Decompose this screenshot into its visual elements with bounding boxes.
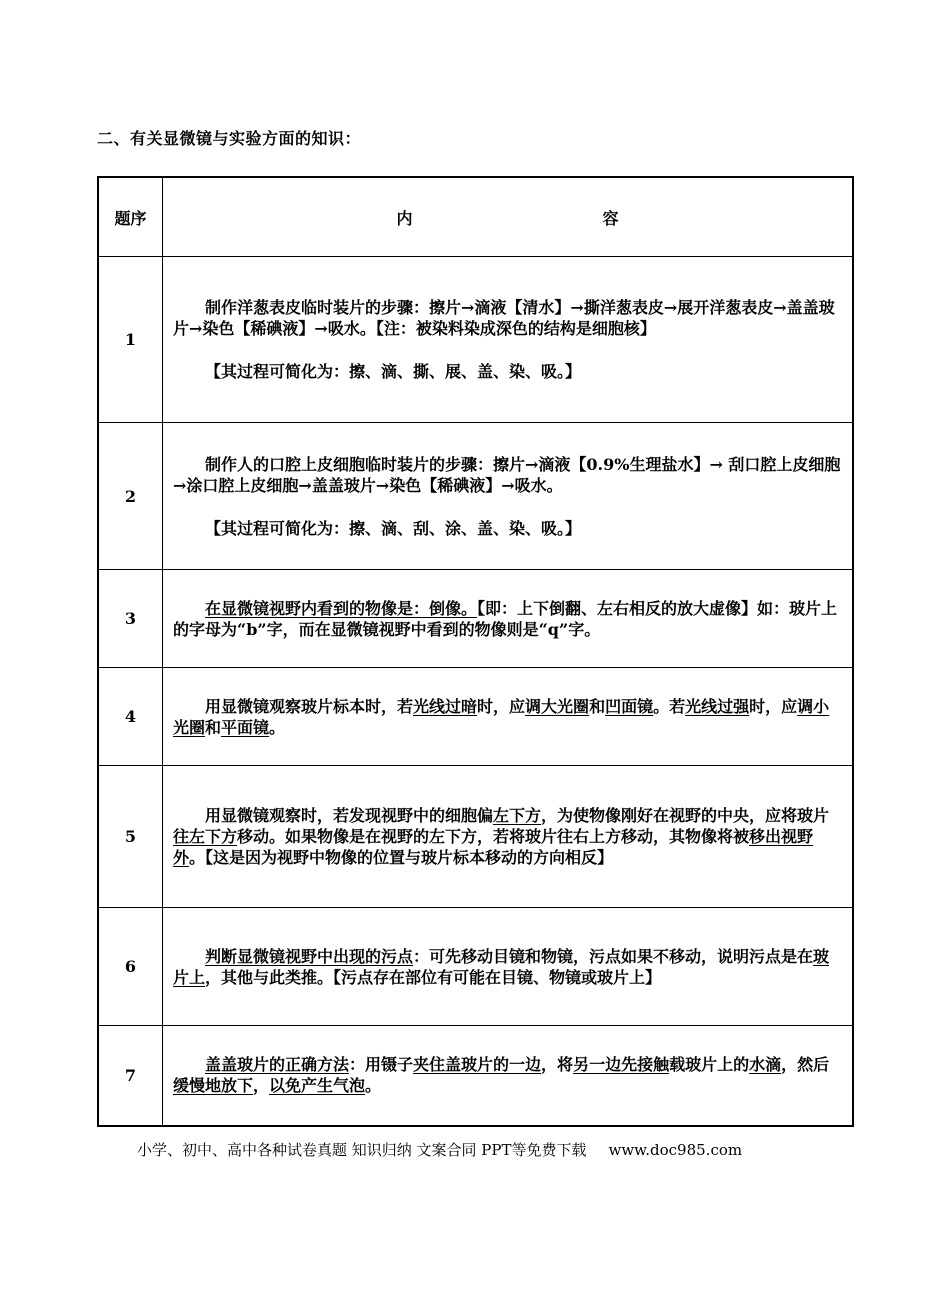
content-text: 制作人的口腔上皮细胞临时装片的步骤：擦片→滴液【0.9%生理盐水】→ 刮口腔上皮细胞→涂口腔上皮细胞→盖盖玻片→染色【稀碘液】→吸水。 <box>173 454 841 495</box>
underlined-text: 调小光圈 <box>173 696 830 737</box>
header-content-right: 容 <box>602 208 619 228</box>
underlined-text: 夹住盖玻片的一边 <box>413 1055 542 1075</box>
content-paragraph <box>173 805 842 868</box>
content-text: 和 <box>205 717 222 737</box>
underlined-text: 判断显微镜视野中出现的污点 <box>205 946 414 966</box>
row-content <box>163 766 854 908</box>
content-text: 。 <box>365 1076 382 1096</box>
row-number: 5 <box>98 766 163 908</box>
row-number: 7 <box>98 1026 163 1126</box>
footer-text: 小学、初中、高中各种试卷真题 知识归纳 文案合同 PPT等免费下载 <box>137 1141 587 1159</box>
content-text: ，将 <box>541 1055 574 1075</box>
row-content <box>163 1026 854 1126</box>
underlined-text: 玻片上 <box>173 946 830 987</box>
table-row <box>98 908 853 1026</box>
header-content-cell <box>163 177 854 257</box>
row-number: 3 <box>98 570 163 668</box>
content-text: 和 <box>589 696 606 716</box>
underlined-text: 缓慢地放下 <box>173 1076 254 1096</box>
underlined-text: 以免产生气泡 <box>269 1076 366 1096</box>
content-paragraph <box>173 297 842 339</box>
table-row <box>98 1026 853 1126</box>
row-content <box>163 668 854 766</box>
content-text: 。 <box>269 717 286 737</box>
header-num-cell: 题序 <box>98 177 163 257</box>
underlined-text: 往左下方 <box>173 827 238 846</box>
row-number: 4 <box>98 668 163 766</box>
row-content <box>163 257 854 423</box>
summary-note: 【其过程可简化为：擦、滴、刮、涂、盖、染、吸。】 <box>205 518 582 538</box>
table-row <box>98 766 853 908</box>
underlined-text: 凹面镜 <box>605 696 654 716</box>
section-heading: 二、有关显微镜与实验方面的知识： <box>97 129 362 148</box>
content-text: 。【这是因为视野中物像的位置与玻片标本移动的方向相反】 <box>189 848 614 867</box>
underlined-text: 另一边先接触 <box>573 1055 670 1075</box>
table-header-row <box>98 177 853 257</box>
underlined-text: 光线过强 <box>685 696 750 716</box>
underlined-text: 平面镜 <box>221 717 270 737</box>
table-body <box>98 257 853 1126</box>
underlined-text: 左下方 <box>493 806 542 825</box>
underlined-text: 盖盖玻片的正确方法 <box>205 1055 350 1075</box>
content-paragraph <box>173 696 842 738</box>
content-text: 。若 <box>653 696 686 716</box>
row-content <box>163 570 854 668</box>
content-text: ，其他与此类推。【污点存在部位有可能在目镜、物镜或玻片上】 <box>205 967 662 987</box>
table-row <box>98 423 853 570</box>
content-text: 【即：上下倒翻、左右相反的放大虚像】如：玻片上的字母为“b”字，而在显微镜视野中看到的物像则是“q”字。 <box>173 598 838 639</box>
content-text: ，然后 <box>781 1055 830 1075</box>
table-row <box>98 668 853 766</box>
footer-site-link[interactable]: www.doc985.com <box>608 1141 743 1159</box>
row-number: 6 <box>98 908 163 1026</box>
content-text: 移动。如果物像是在视野的左下方，若将玻片往右上方移动，其物像将被 <box>237 827 750 846</box>
content-text: 载玻片上的 <box>669 1055 750 1075</box>
row-number: 1 <box>98 257 163 423</box>
content-text: 时，应 <box>749 696 798 716</box>
content-paragraph <box>173 454 842 496</box>
underlined-text: 调大光圈 <box>525 696 590 716</box>
content-text: 制作洋葱表皮临时装片的步骤：擦片→滴液【清水】→撕洋葱表皮→展开洋葱表皮→盖盖玻片→染色【稀碘液】→吸水。【注：被染料染成深色的结构是细胞核】 <box>173 298 835 338</box>
underlined-text: 移出视野外 <box>173 827 814 867</box>
underlined-text: 水滴 <box>749 1055 782 1075</box>
knowledge-table <box>97 176 854 1127</box>
content-text: ， <box>253 1076 270 1096</box>
row-number: 2 <box>98 423 163 570</box>
content-text: ：可先移动目镜和物镜，污点如果不移动，说明污点是在 <box>413 946 814 966</box>
row-content <box>163 423 854 570</box>
content-text: ：用镊子 <box>349 1055 414 1075</box>
content-paragraph <box>173 598 842 640</box>
content-text: 用显微镜观察时，若发现视野中的细胞偏 <box>205 806 494 825</box>
content-text: ，为使物像刚好在视野的中央，应将玻片 <box>541 806 830 825</box>
content-paragraph <box>173 946 842 988</box>
summary-note: 【其过程可简化为：擦、滴、撕、展、盖、染、吸。】 <box>205 362 582 381</box>
row-content <box>163 908 854 1026</box>
table-row <box>98 257 853 423</box>
footer <box>137 1139 742 1160</box>
underlined-text: 在显微镜视野内看到的物像是：倒像。 <box>205 598 478 618</box>
content-text: 用显微镜观察玻片标本时，若 <box>205 696 414 716</box>
content-paragraph <box>173 1054 842 1096</box>
table-row <box>98 570 853 668</box>
header-content-left: 内 <box>396 208 413 228</box>
content-text: 时，应 <box>477 696 526 716</box>
underlined-text: 光线过暗 <box>413 696 478 716</box>
